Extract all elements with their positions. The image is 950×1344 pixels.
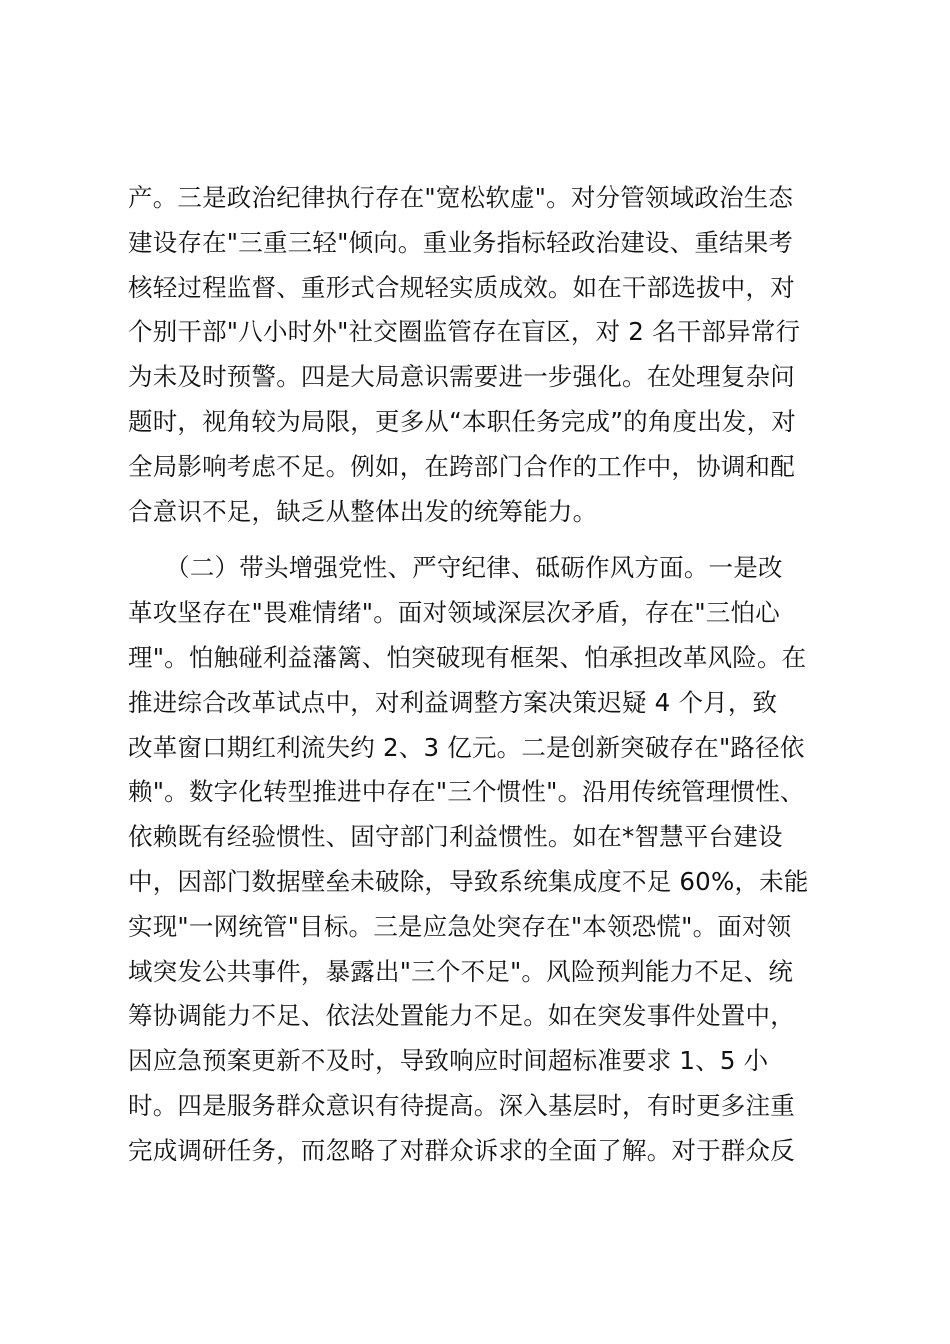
document-body bbox=[128, 176, 832, 1174]
text-line: （二）带头增强党性、严守纪律、砥砺作风方面。一是改 bbox=[128, 553, 783, 583]
text-line: 核轻过程监督、重形式合规轻实质成效。如在干部选拔中，对 bbox=[128, 272, 795, 302]
text-line: 题时，视角较为局限，更多从“本职任务完成”的角度出发，对 bbox=[128, 406, 796, 436]
text-line: 改革窗口期红利流失约 2、3 亿元。二是创新突破存在"路径依 bbox=[128, 732, 805, 762]
text-line: 域突发公共事件，暴露出"三个不足"。风险预判能力不足、统 bbox=[128, 956, 794, 986]
text-line: 筹协调能力不足、依法处置能力不足。如在突发事件处置中， bbox=[128, 1001, 795, 1031]
text-line: 理"。怕触碰利益藩篱、怕突破现有框架、怕承担改革风险。在 bbox=[128, 642, 807, 672]
text-line: 个别干部"八小时外"社交圈监管存在盲区，对 2 名干部异常行 bbox=[128, 317, 801, 347]
text-line: 建设存在"三重三轻"倾向。重业务指标轻政治建设、重结果考 bbox=[128, 227, 794, 257]
text-line: 时。四是服务群众意识有待提高。深入基层时，有时更多注重 bbox=[128, 1090, 795, 1120]
paragraph-1 bbox=[128, 176, 832, 534]
text-line: 因应急预案更新不及时，导致响应时间超标准要求 1、5 小 bbox=[128, 1046, 769, 1076]
text-line: 革攻坚存在"畏难情绪"。面对领域深层次矛盾，存在"三怕心 bbox=[128, 598, 780, 628]
text-line: 完成调研任务，而忽略了对群众诉求的全面了解。对于群众反 bbox=[128, 1135, 795, 1165]
text-line: 产。三是政治纪律执行存在"宽松软虚"。对分管领域政治生态 bbox=[128, 183, 794, 212]
text-line: 推进综合改革试点中，对利益调整方案决策迟疑 4 个月，致 bbox=[128, 687, 778, 717]
paragraph-2 bbox=[128, 546, 832, 1173]
text-line: 中，因部门数据壁垒未破除，导致系统集成度不足 60%，未能 bbox=[128, 866, 809, 896]
text-line: 赖"。数字化转型推进中存在"三个惯性"。沿用传统管理惯性、 bbox=[128, 777, 805, 807]
text-line: 实现"一网统管"目标。三是应急处突存在"本领恐慌"。面对领 bbox=[128, 911, 792, 941]
paragraph-gap bbox=[128, 534, 832, 546]
text-line: 依赖既有经验惯性、固守部门利益惯性。如在*智慧平台建设 bbox=[128, 822, 783, 852]
text-line: 为未及时预警。四是大局意识需要进一步强化。在处理复杂问 bbox=[128, 362, 795, 392]
text-line: 全局影响考虑不足。例如，在跨部门合作的工作中，协调和配 bbox=[128, 451, 795, 481]
text-line: 合意识不足，缺乏从整体出发的统筹能力。 bbox=[128, 496, 598, 526]
